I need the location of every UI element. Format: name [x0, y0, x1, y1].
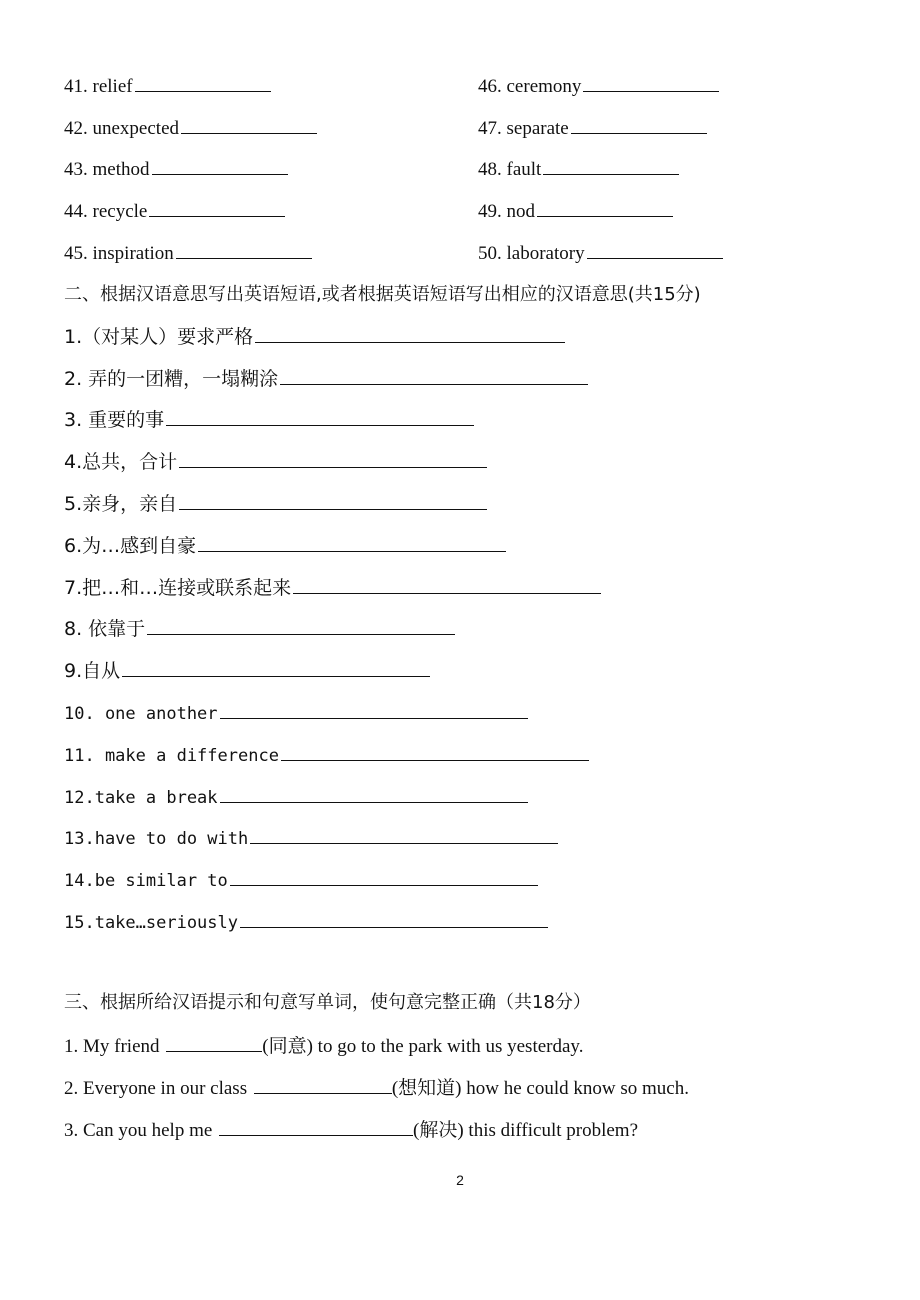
answer-blank[interactable]	[293, 573, 601, 594]
vocab-item	[478, 238, 723, 268]
vocab-item	[64, 196, 285, 226]
section-3-title: 三、根据所给汉语提示和句意写单词，使句意完整正确（共18分）	[64, 992, 591, 1013]
phrase-item	[64, 782, 528, 812]
phrase-label: 11. make a difference	[64, 746, 279, 766]
answer-blank[interactable]	[147, 614, 455, 635]
vocab-item	[478, 71, 719, 101]
sentence-item	[64, 1115, 638, 1145]
answer-blank[interactable]	[255, 322, 565, 343]
phrase-item	[64, 740, 589, 770]
vocab-item	[64, 238, 312, 268]
answer-blank[interactable]	[122, 656, 430, 677]
answer-blank[interactable]	[219, 1115, 413, 1136]
phrase-item	[64, 865, 538, 895]
phrase-item	[64, 656, 430, 686]
phrase-item	[64, 364, 588, 394]
phrase-label: 3. 重要的事	[64, 409, 165, 431]
answer-blank[interactable]	[543, 154, 679, 175]
phrase-item	[64, 405, 474, 435]
answer-blank[interactable]	[198, 531, 506, 552]
phrase-label: 6.为…感到自豪	[64, 535, 197, 557]
answer-blank[interactable]	[220, 698, 528, 719]
phrase-label: 4.总共，合计	[64, 451, 178, 473]
phrase-item	[64, 614, 455, 644]
vocab-label: 50. laboratory	[478, 243, 585, 264]
vocab-label: 43. method	[64, 159, 150, 180]
vocab-label: 41. relief	[64, 76, 133, 97]
phrase-item	[64, 322, 565, 352]
sentence-end: (解决) this difficult problem?	[413, 1120, 638, 1141]
answer-blank[interactable]	[240, 907, 548, 928]
section-2-title: 二、根据汉语意思写出英语短语,或者根据英语短语写出相应的汉语意思(共15分)	[64, 284, 701, 305]
vocab-item	[478, 196, 673, 226]
answer-blank[interactable]	[250, 823, 558, 844]
vocab-item	[64, 71, 271, 101]
vocab-item	[478, 154, 679, 184]
phrase-label: 10. one another	[64, 704, 218, 724]
phrase-item	[64, 489, 487, 519]
phrase-label: 5.亲身，亲自	[64, 493, 178, 515]
phrase-label: 8. 依靠于	[64, 618, 146, 640]
phrase-label: 13.have to do with	[64, 829, 249, 849]
answer-blank[interactable]	[583, 71, 719, 92]
phrase-label: 12.take a break	[64, 788, 218, 808]
sentence-start: 3. Can you help me	[64, 1120, 218, 1141]
answer-blank[interactable]	[176, 238, 312, 259]
answer-blank[interactable]	[166, 405, 474, 426]
answer-blank[interactable]	[230, 865, 538, 886]
phrase-item	[64, 573, 601, 603]
vocab-label: 44. recycle	[64, 201, 148, 222]
vocab-item	[64, 154, 288, 184]
sentence-item	[64, 1031, 583, 1061]
answer-blank[interactable]	[135, 71, 271, 92]
vocab-label: 48. fault	[478, 159, 542, 180]
answer-blank[interactable]	[149, 196, 285, 217]
phrase-item	[64, 823, 558, 853]
vocab-label: 46. ceremony	[478, 76, 582, 97]
phrase-label: 2. 弄的一团糟，一塌糊涂	[64, 368, 279, 390]
phrase-label: 7.把…和…连接或联系起来	[64, 577, 292, 599]
answer-blank[interactable]	[181, 113, 317, 134]
phrase-label: 15.take…seriously	[64, 913, 238, 933]
vocab-label: 49. nod	[478, 201, 535, 222]
answer-blank[interactable]	[537, 196, 673, 217]
vocab-label: 45. inspiration	[64, 243, 174, 264]
sentence-end: (想知道) how he could know so much.	[391, 1078, 689, 1099]
phrase-item	[64, 698, 528, 728]
answer-blank[interactable]	[152, 154, 288, 175]
sentence-start: 2. Everyone in our class	[64, 1078, 252, 1099]
answer-blank[interactable]	[587, 238, 723, 259]
page-number: 2	[456, 1172, 464, 1188]
answer-blank[interactable]	[179, 489, 487, 510]
answer-blank[interactable]	[166, 1031, 262, 1052]
answer-blank[interactable]	[571, 113, 707, 134]
answer-blank[interactable]	[179, 447, 487, 468]
answer-blank[interactable]	[220, 782, 528, 803]
vocab-item	[478, 113, 707, 143]
sentence-item	[64, 1073, 689, 1103]
phrase-label: 1.（对某人）要求严格	[64, 326, 254, 348]
sentence-end: (同意) to go to the park with us yesterday.	[262, 1036, 584, 1057]
phrase-label: 9.自从	[64, 660, 121, 682]
answer-blank[interactable]	[281, 740, 589, 761]
vocab-label: 42. unexpected	[64, 118, 180, 139]
answer-blank[interactable]	[254, 1073, 392, 1094]
phrase-item	[64, 531, 506, 561]
answer-blank[interactable]	[280, 364, 588, 385]
vocab-label: 47. separate	[478, 118, 569, 139]
vocab-item	[64, 113, 317, 143]
phrase-item	[64, 907, 548, 937]
phrase-label: 14.be similar to	[64, 871, 228, 891]
sentence-start: 1. My friend	[64, 1036, 165, 1057]
phrase-item	[64, 447, 487, 477]
